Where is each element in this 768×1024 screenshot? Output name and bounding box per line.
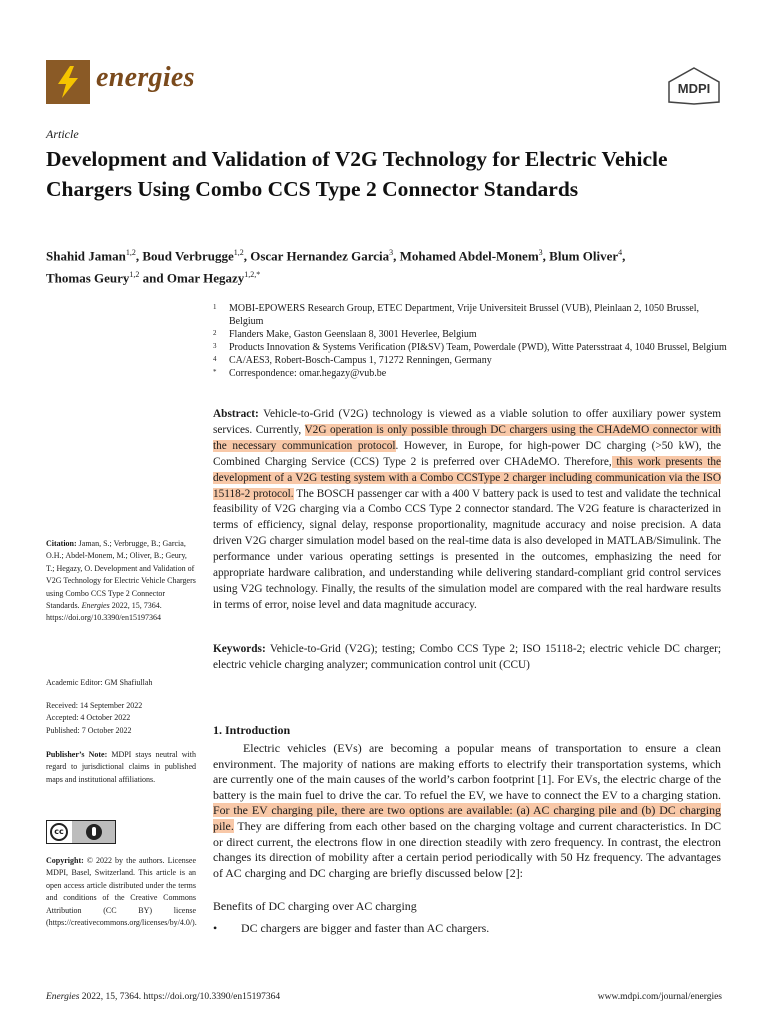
affiliation-item (213, 341, 733, 354)
mdpi-logo (666, 66, 722, 110)
author-affiliation-marker: 3 (538, 248, 543, 257)
keywords (213, 642, 721, 674)
published-date: Published: 7 October 2022 (46, 725, 132, 735)
author-affiliation-marker: 1,2 (233, 248, 244, 257)
author-separator: , (135, 248, 143, 264)
author-separator: , (542, 248, 550, 264)
affiliation-text: MOBI-EPOWERS Research Group, ETEC Department, Vrije Universiteit Brussel (VUB), Pleinlaan 2, 1050 Brussel, Belgium (229, 303, 699, 327)
cc-license-badge[interactable] (46, 820, 196, 844)
publisher-note-label: Publisher’s Note: (46, 750, 108, 759)
affiliation-number: 3 (213, 342, 217, 350)
footer-journal: Energies (46, 992, 80, 1002)
affiliation-item (213, 354, 733, 367)
list-item (213, 921, 721, 936)
abstract-highlight-1: V2G operation is only possible through DC chargers using the CHAdeMO connector with the necessary communication protocol (213, 423, 721, 452)
publication-dates (46, 700, 196, 737)
copyright-label: Copyright: (46, 856, 84, 865)
affiliation-number: 2 (213, 329, 217, 337)
author-separator: , (622, 248, 626, 264)
affiliation-number: 4 (213, 355, 217, 363)
author-name: Thomas Geury (46, 270, 130, 286)
abstract-highlight-2: this work presents the development of a V2G testing system with a Combo CCSType 2 charger including communication via the ISO 15118-2 protocol. (213, 455, 722, 500)
author-separator: , (243, 248, 251, 264)
abstract-label: Abstract: (213, 408, 259, 420)
author-name: Blum Oliver (549, 248, 619, 264)
academic-editor: Academic Editor: GM Shafiullah (46, 678, 153, 687)
affiliation-text: Products Innovation & Systems Verification (PI&SV) Team, Powerdale (PWD), Witte Patersstraat 4, 1040 Brussel, Belgium (229, 342, 727, 353)
journal-logo-icon (46, 60, 90, 104)
attribution-icon (86, 824, 102, 840)
affiliation-text: Correspondence: omar.hegazy@vub.be (229, 368, 387, 379)
affiliation-item (213, 328, 733, 341)
affiliation-item (213, 302, 733, 328)
introduction-paragraph (213, 741, 721, 881)
affiliation-number: 1 (213, 303, 217, 311)
keywords-label: Keywords: (213, 643, 266, 655)
footer-url[interactable]: www.mdpi.com/journal/energies (597, 992, 722, 1002)
abstract-text-3: The BOSCH passenger car with a 400 V battery pack is used to test and validate the technical feasibility of V2G charging via a Combo CCS Type 2 connector standard. The V2G feature is characterized in terms of efficiency, signal delay, response proportionality, magnitude accuracy and noise precision. A data driven V2G charger simulation model based on the real-time data is also developed in MATLAB/Simulink. The performance under various operating settings is presented in the outcomes, emphasizing the need for appropriate hardware calibration, and understanding while delivering standard-compliant grid control services using V2G technology. Finally, the results of the simulation model are compared with the real hardware results in terms of error, noise level and data magnitude accuracy. (213, 487, 721, 611)
cc-icon: cc (50, 823, 68, 841)
journal-name: energies (96, 62, 195, 93)
author-affiliation-marker: 1,2,* (244, 270, 261, 280)
section-heading-introduction: 1. Introduction (213, 723, 291, 737)
author-name: Shahid Jaman (46, 248, 126, 264)
received-date: Received: 14 September 2022 (46, 701, 143, 710)
abstract-text-2: . However, in Europe, for high-power DC charging (>50 kW), the Combined Charging Service (CCS) Type 2 is preferred over CHAdeMO. Therefore, (213, 439, 721, 468)
affiliation-item (213, 367, 733, 380)
citation-text: Jaman, S.; Verbrugge, B.; Garcia, O.H.; Abdel-Monem, M.; Oliver, B.; Geury, T.; Hegazy, O. Development and Validation of V2G Technology for Electric Vehicle Chargers using Combo CCS Type 2 Connector Standards. (46, 539, 196, 611)
author-affiliation-marker: 1,2 (125, 248, 136, 257)
author-name: Boud Verbrugge (142, 248, 234, 264)
abstract-text-1: Vehicle-to-Grid (V2G) technology is viewed as a viable solution to offer auxiliary power system services. Currently, (213, 408, 721, 436)
author-name: Mohamed Abdel-Monem (399, 248, 539, 264)
article-type: Article (46, 127, 79, 141)
author-affiliation-marker: 1,2 (129, 270, 140, 280)
accepted-date: Accepted: 4 October 2022 (46, 713, 131, 723)
list-item-text: DC chargers are bigger and faster than AC chargers. (241, 921, 490, 935)
mdpi-logo-text: MDPI (677, 81, 711, 96)
intro-highlight: For the EV charging pile, there are two options are available: (a) AC charging pile and (b) DC charging pile. (213, 803, 721, 833)
author-affiliation-marker: 4 (618, 248, 623, 257)
copyright-block (46, 855, 196, 929)
author-name: Omar Hegazy (166, 270, 245, 286)
affiliation-list (213, 302, 733, 380)
affiliation-number: * (213, 368, 217, 376)
article-title: Development and Validation of V2G Technology for Electric Vehicle Chargers Using Combo CCS Type 2 Connector Standards (46, 147, 668, 201)
author-separator: and (139, 270, 167, 286)
affiliation-text: Flanders Make, Gaston Geenslaan 8, 3001 Heverlee, Belgium (229, 329, 477, 340)
citation-block (46, 538, 196, 625)
author-affiliation-marker: 3 (389, 248, 394, 257)
copyright-text: © 2022 by the authors. Licensee MDPI, Basel, Switzerland. This article is an open access article distributed under the terms and conditions of the Creative Commons Attribution (CC BY) license (https://creativecommons.org/licenses/by/4.0/). (46, 856, 197, 928)
citation-doi[interactable]: 2022, 15, 7364. https://doi.org/10.3390/en15197364 (46, 601, 162, 623)
footer-doi[interactable]: 2022, 15, 7364. https://doi.org/10.3390/en15197364 (79, 992, 281, 1002)
publisher-note (46, 749, 196, 786)
bullet-icon: • (213, 921, 218, 935)
publisher-note-text: MDPI stays neutral with regard to jurisdictional claims in published maps and institutional affiliations. (46, 750, 197, 784)
footer-citation (46, 992, 280, 1002)
author-list (46, 243, 736, 288)
author-name: Oscar Hernandez Garcia (250, 248, 390, 264)
abstract (213, 407, 721, 614)
citation-label: Citation: (46, 539, 77, 548)
benefits-heading: Benefits of DC charging over AC charging (213, 899, 417, 913)
citation-journal: Energies (81, 601, 110, 611)
author-separator: , (393, 248, 400, 264)
keywords-text: Vehicle-to-Grid (V2G); testing; Combo CCS Type 2; ISO 15118-2; electric vehicle DC charger; electric vehicle charging analyzer; communication control unit (CCU) (213, 643, 721, 671)
intro-text-1: Electric vehicles (EVs) are becoming a popular means of transportation to ensure a clean environment. The majority of nations are making efforts to electrify their transportation systems, which are currently one of the main causes of the world’s carbon footprint [1]. For EVs, the electric charge of the battery is the main fuel to drive the car. To refuel the EV, we have to connect the EV to a charging station. (213, 741, 721, 802)
intro-text-2: They are differing from each other based on the charging voltage and current characteristics. In DC or direct current, the electrons flow in one direction steadily with zero frequency. In contrast, the electron changes its direction of mobility after a certain period periodically with 50 Hz frequency. The advantages of AC charging and DC charging are briefly discussed below [2]: (213, 818, 721, 880)
affiliation-text: CA/AES3, Robert-Bosch-Campus 1, 71272 Renningen, Germany (229, 355, 492, 366)
